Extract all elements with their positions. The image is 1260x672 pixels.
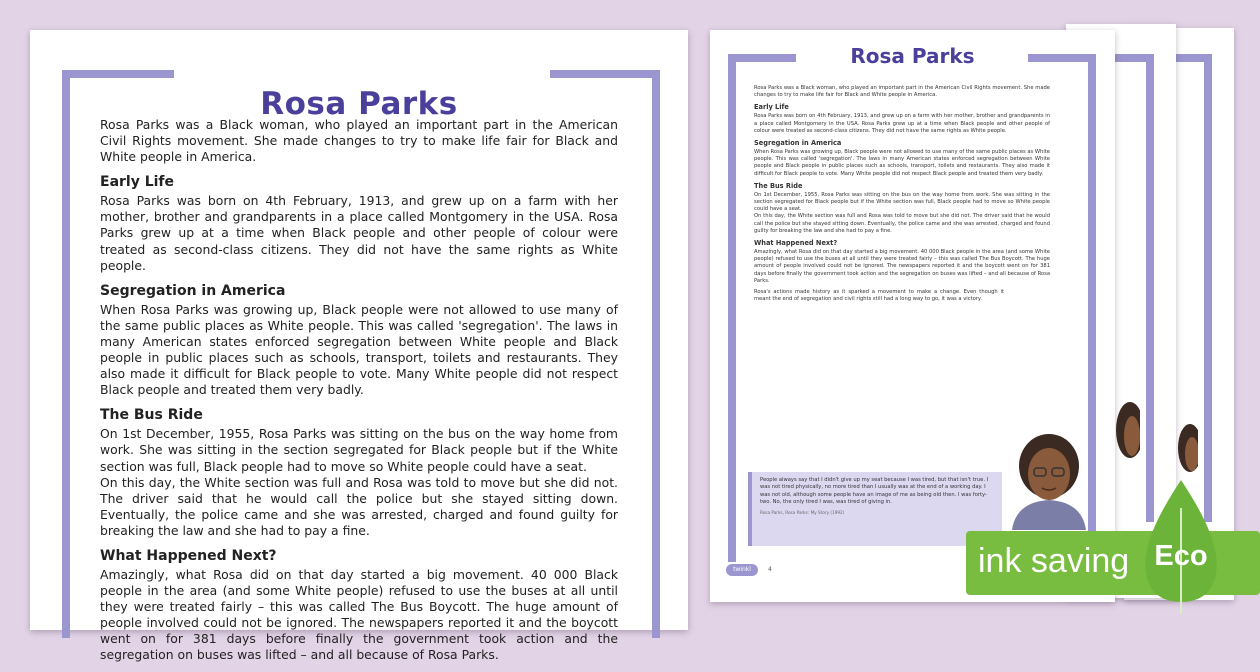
paragraph: When Rosa Parks was growing up, Black people were not allowed to use many of the same public places as White people. This was called 'segregation'. The laws in many American states enforced segregation between White people and Black people in public places such as schools, transport, toilets and restaurants. They also made it difficult for Black people to vote. Many White people did not respect Black people and treated them very badly.	[100, 301, 618, 398]
ink-saving-label: ink saving	[978, 542, 1130, 580]
paragraph: Rosa Parks was born on 4th February, 1913, and grew up on a farm with her mother, brother and grandparents in a place called Montgomery in the USA. Rosa Parks grew up at a time when Black people and other people of colour were treated as second-class citizens. They did not have the same rights as White people.	[100, 193, 618, 273]
preview-heading: Segregation in America	[754, 139, 842, 148]
section-heading-bus-ride: The Bus Ride	[100, 407, 203, 424]
section-heading-segregation: Segregation in America	[100, 282, 286, 299]
preview-paragraph: On 1st December, 1955, Rosa Parks was sitting on the bus on the way home from work. She was sitting in the section segregated for Black people but if the White section was full, Black people had to move so White people could have a seat.	[754, 191, 1050, 213]
intro-paragraph: Rosa Parks was a Black woman, who played an important part in the American Civil Rights movement. She made changes to try to make life fair for Black and White people in America.	[100, 117, 618, 165]
preview-paragraph: Amazingly, what Rosa did on that day started a big movement. 40 000 Black people in the area (and some White people) refused to use the buses at all until they were treated fairly – this was called The Bus Boycott. The huge amount of people involved could not be ignored. The newspapers reported it and the boycott went on for 381 days before finally the government took action and the segregation on buses was lifted – and all because of Rosa Parks.	[754, 249, 1050, 284]
page-title: Rosa Parks	[260, 86, 458, 122]
main-content-wrapper	[0, 0, 618, 663]
paragraph: On this day, the White section was full and Rosa was told to move but she did not. The driver said that he would call the police but she stayed sitting down. Eventually, the police came and she was arrested, charged and found guilty for breaking the law and she had to pay a fine.	[100, 474, 618, 538]
section-heading-what-happened-next: What Happened Next?	[100, 547, 277, 564]
quote-text: People always say that I didn't give up my seat because I was tired, but that isn't true. I was not tired physically, no more tired than I usually was at the end of a working day. I was not old, although some people have an image of me as being old then. I was forty-two. No, the only tired I was, was tired of giving in.	[760, 477, 989, 506]
preview-closing: Rosa's actions made history as it sparked a movement to make a change. Even though it meant the end of segregation and civil rights still had a long way to go, it was a victory.	[754, 289, 1004, 303]
section-heading-early-life: Early Life	[100, 174, 175, 191]
paragraph: Amazingly, what Rosa did on that day started a big movement. 40 000 Black people in the area (and some White people) refused to use the buses at all until they were treated fairly – this was called The Bus Boycott. The huge amount of people involved could not be ignored. The newspapers reported it and the boycott went on for 381 days before finally the government took action and the segregation on buses was lifted – and all because of Rosa Parks.	[100, 566, 618, 663]
preview-heading: Early Life	[754, 103, 789, 112]
paragraph: On 1st December, 1955, Rosa Parks was sitting on the bus on the way home from work. She was sitting in the section segregated for Black people but if the White section was full, Black people had to move so White people could have a seat.	[100, 426, 618, 474]
main-content	[100, 117, 618, 672]
rosa-parks-portrait-illustration	[1004, 430, 1094, 530]
portrait-fragment	[1110, 400, 1140, 470]
preview-title: Rosa Parks	[850, 44, 975, 68]
preview-paragraph: When Rosa Parks was growing up, Black people were not allowed to use many of the same public places as White people. This was called 'segregation'. The laws in many American states enforced segregation between White people and Black people in public places such as schools, transport, toilets and restaurants. They also made it difficult for Black people to vote. Many White people did not respect Black people and treated them very badly.	[754, 149, 1050, 177]
preview-content	[754, 85, 1050, 307]
preview-heading: The Bus Ride	[754, 181, 803, 190]
preview-intro: Rosa Parks was a Black woman, who played an important part in the American Civil Rights movement. She made changes to try to make life fair for Black and White people in America.	[754, 85, 1050, 99]
quote-box	[748, 472, 1002, 546]
eco-label: Eco	[1154, 540, 1208, 572]
twinkl-logo: twinkl	[726, 564, 758, 576]
page-number: 4	[768, 566, 772, 573]
quote-citation: Rosa Parks, Rosa Parks: My Story (1992)	[760, 509, 845, 515]
preview-paragraph: Rosa Parks was born on 4th February, 1913, and grew up on a farm with her mother, brother and grandparents in a place called Montgomery in the USA. Rosa Parks grew up at a time when Black people and other people of colour were treated as second-class citizens. They did not have the same rights as White people.	[754, 113, 1050, 134]
preview-heading: What Happened Next?	[754, 239, 838, 248]
portrait-fragment	[1172, 422, 1198, 482]
eco-leaf-icon	[1136, 478, 1226, 614]
preview-paragraph: On this day, the White section was full and Rosa was told to move but she did not. The driver said that he would call the police but she stayed sitting down. Eventually, the police came and she was arrested, charged and found guilty for breaking the law and she had to pay a fine.	[754, 213, 1050, 234]
